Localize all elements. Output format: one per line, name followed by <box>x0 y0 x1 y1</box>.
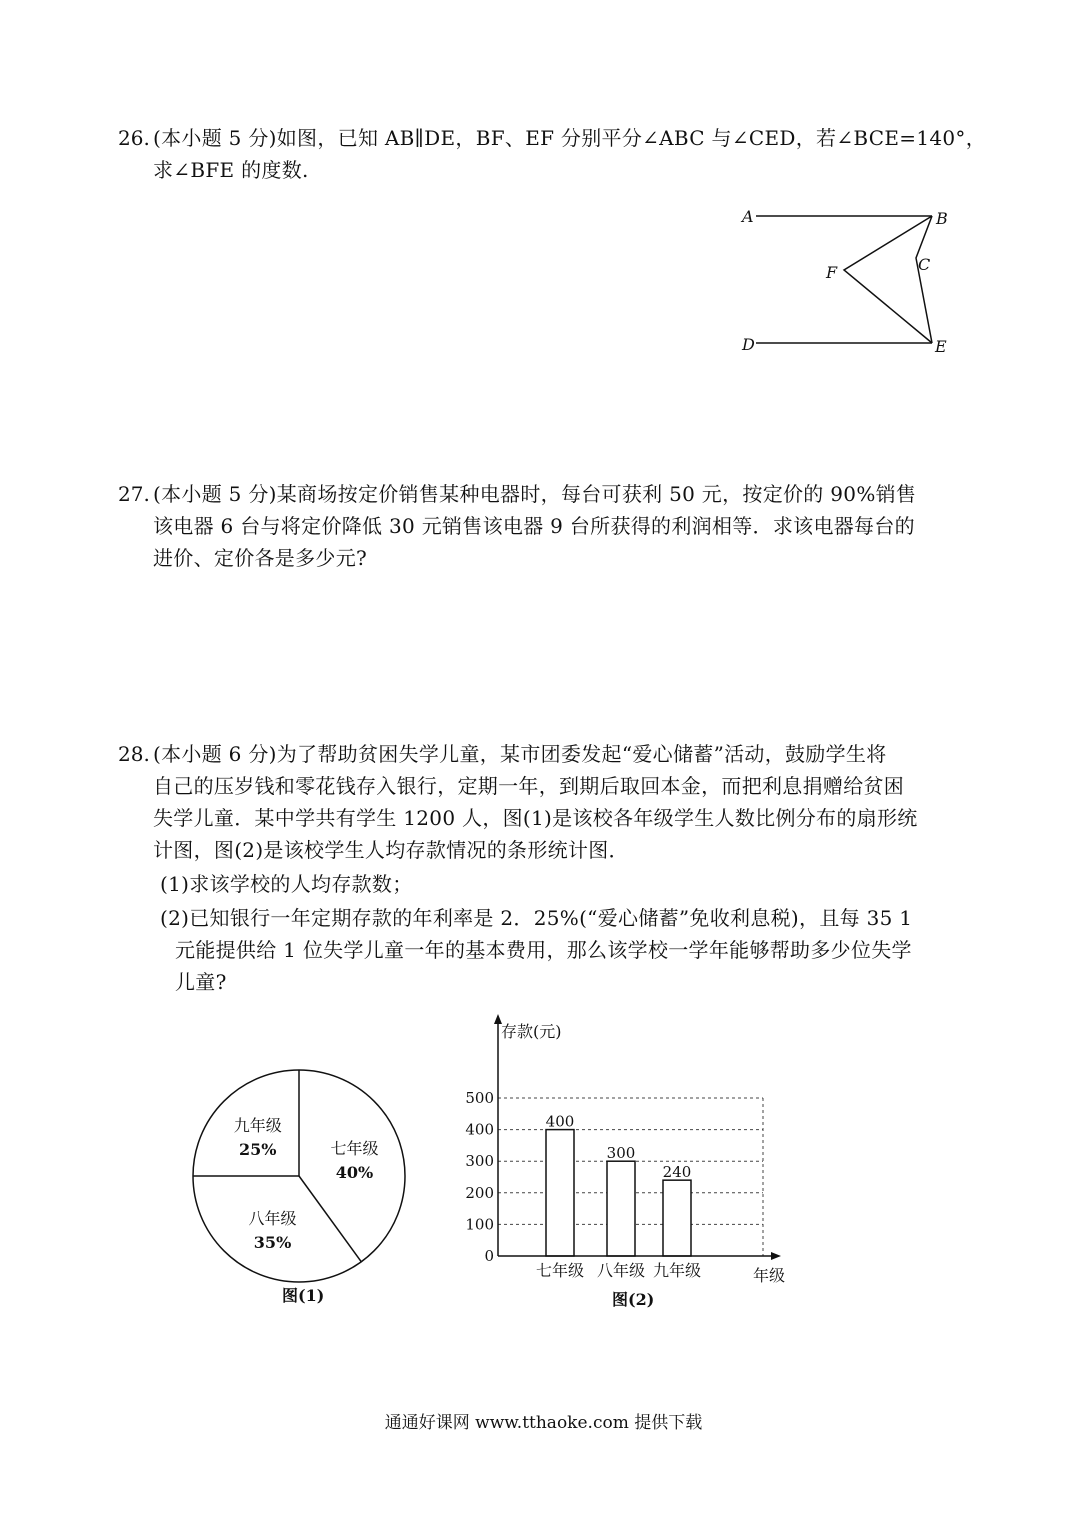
x-category-label: 八年级 <box>596 1261 646 1280</box>
point-label-f: F <box>826 263 838 282</box>
pie-chart-figure <box>180 1065 420 1315</box>
bar-caption: 图(2) <box>612 1290 655 1309</box>
point-label-c: C <box>918 255 931 274</box>
pie-caption: 图(1) <box>282 1286 325 1305</box>
q28-sub1: (1)求该学校的人均存款数； <box>160 872 413 896</box>
y-tick-label: 500 <box>465 1089 494 1107</box>
y-tick-label: 300 <box>465 1152 494 1171</box>
q28-text-line3: 失学儿童．某中学共有学生 1200 人，图(1)是该校各年级学生人数比例分布的扇形统 <box>153 806 918 830</box>
q26-geometry-figure <box>730 200 970 360</box>
bar-value-label: 240 <box>662 1163 692 1182</box>
q28-sub2-line2: 元能提供给 1 位失学儿童一年的基本费用，那么该学校一学年能够帮助多少位失学 <box>175 938 912 962</box>
q26-text-line1: (本小题 5 分)如图，已知 AB∥DE，BF、EF 分别平分∠ABC 与∠CED，若∠BCE=140°， <box>153 126 987 150</box>
point-label-b: B <box>936 209 948 228</box>
pie-slice-percent: 40% <box>335 1162 374 1182</box>
y-tick-label: 100 <box>465 1215 494 1234</box>
pie-slice-name: 八年级 <box>248 1208 297 1228</box>
q27-text-line1: (本小题 5 分)某商场按定价销售某种电器时，每台可获利 50 元，按定价的 90%销售 <box>153 482 917 506</box>
y-tick-label: 400 <box>465 1120 494 1139</box>
x-category-label: 九年级 <box>652 1261 702 1280</box>
y-tick-label: 0 <box>484 1247 494 1265</box>
y-tick-label: 200 <box>465 1183 494 1202</box>
q28-text-line2: 自己的压岁钱和零花钱存入银行，定期一年，到期后取回本金，而把利息捐赠给贫困 <box>153 774 905 798</box>
x-category-label: 七年级 <box>535 1261 585 1280</box>
page-footer: 通通好课网 www.tthaoke.com 提供下载 <box>384 1413 703 1433</box>
q28-sub2-line3: 儿童? <box>175 970 227 994</box>
q27-number: 27. <box>118 482 150 506</box>
q26-number: 26. <box>118 126 150 150</box>
pie-slice-name: 七年级 <box>330 1138 379 1158</box>
x-axis-title: 年级 <box>753 1266 786 1285</box>
x-axis-arrow <box>771 1252 781 1260</box>
q26-text-line2: 求∠BFE 的度数. <box>153 158 309 182</box>
q28-sub2-line1: (2)已知银行一年定期存款的年利率是 2．25%(“爱心储蓄”免收利息税)，且每 35 1 <box>160 906 913 930</box>
pie-slice-boundary <box>299 1176 361 1262</box>
point-label-e: E <box>935 337 947 356</box>
bar-value-label: 400 <box>545 1112 575 1131</box>
q27-text-line2: 该电器 6 台与将定价降低 30 元销售该电器 9 台所获得的利润相等．求该电器每台的 <box>153 514 915 538</box>
pie-slice-percent: 25% <box>239 1139 277 1159</box>
y-axis-title: 存款(元) <box>501 1022 562 1041</box>
pie-slice-percent: 35% <box>253 1232 292 1252</box>
q28-number: 28. <box>118 742 150 766</box>
bar <box>546 1130 574 1256</box>
bar-value-label: 300 <box>606 1144 636 1163</box>
q27-text-line3: 进价、定价各是多少元? <box>153 546 368 570</box>
q28-text-line1: (本小题 6 分)为了帮助贫困失学儿童，某市团委发起“爱心储蓄”活动，鼓励学生将 <box>153 742 887 766</box>
point-label-a: A <box>742 207 754 226</box>
bar <box>607 1161 635 1256</box>
point-label-d: D <box>742 335 755 354</box>
q28-text-line4: 计图，图(2)是该校学生人均存款情况的条形统计图． <box>153 838 629 862</box>
bar <box>663 1180 691 1256</box>
pie-slice-name: 九年级 <box>233 1115 282 1135</box>
bar-chart-figure <box>455 1010 795 1315</box>
